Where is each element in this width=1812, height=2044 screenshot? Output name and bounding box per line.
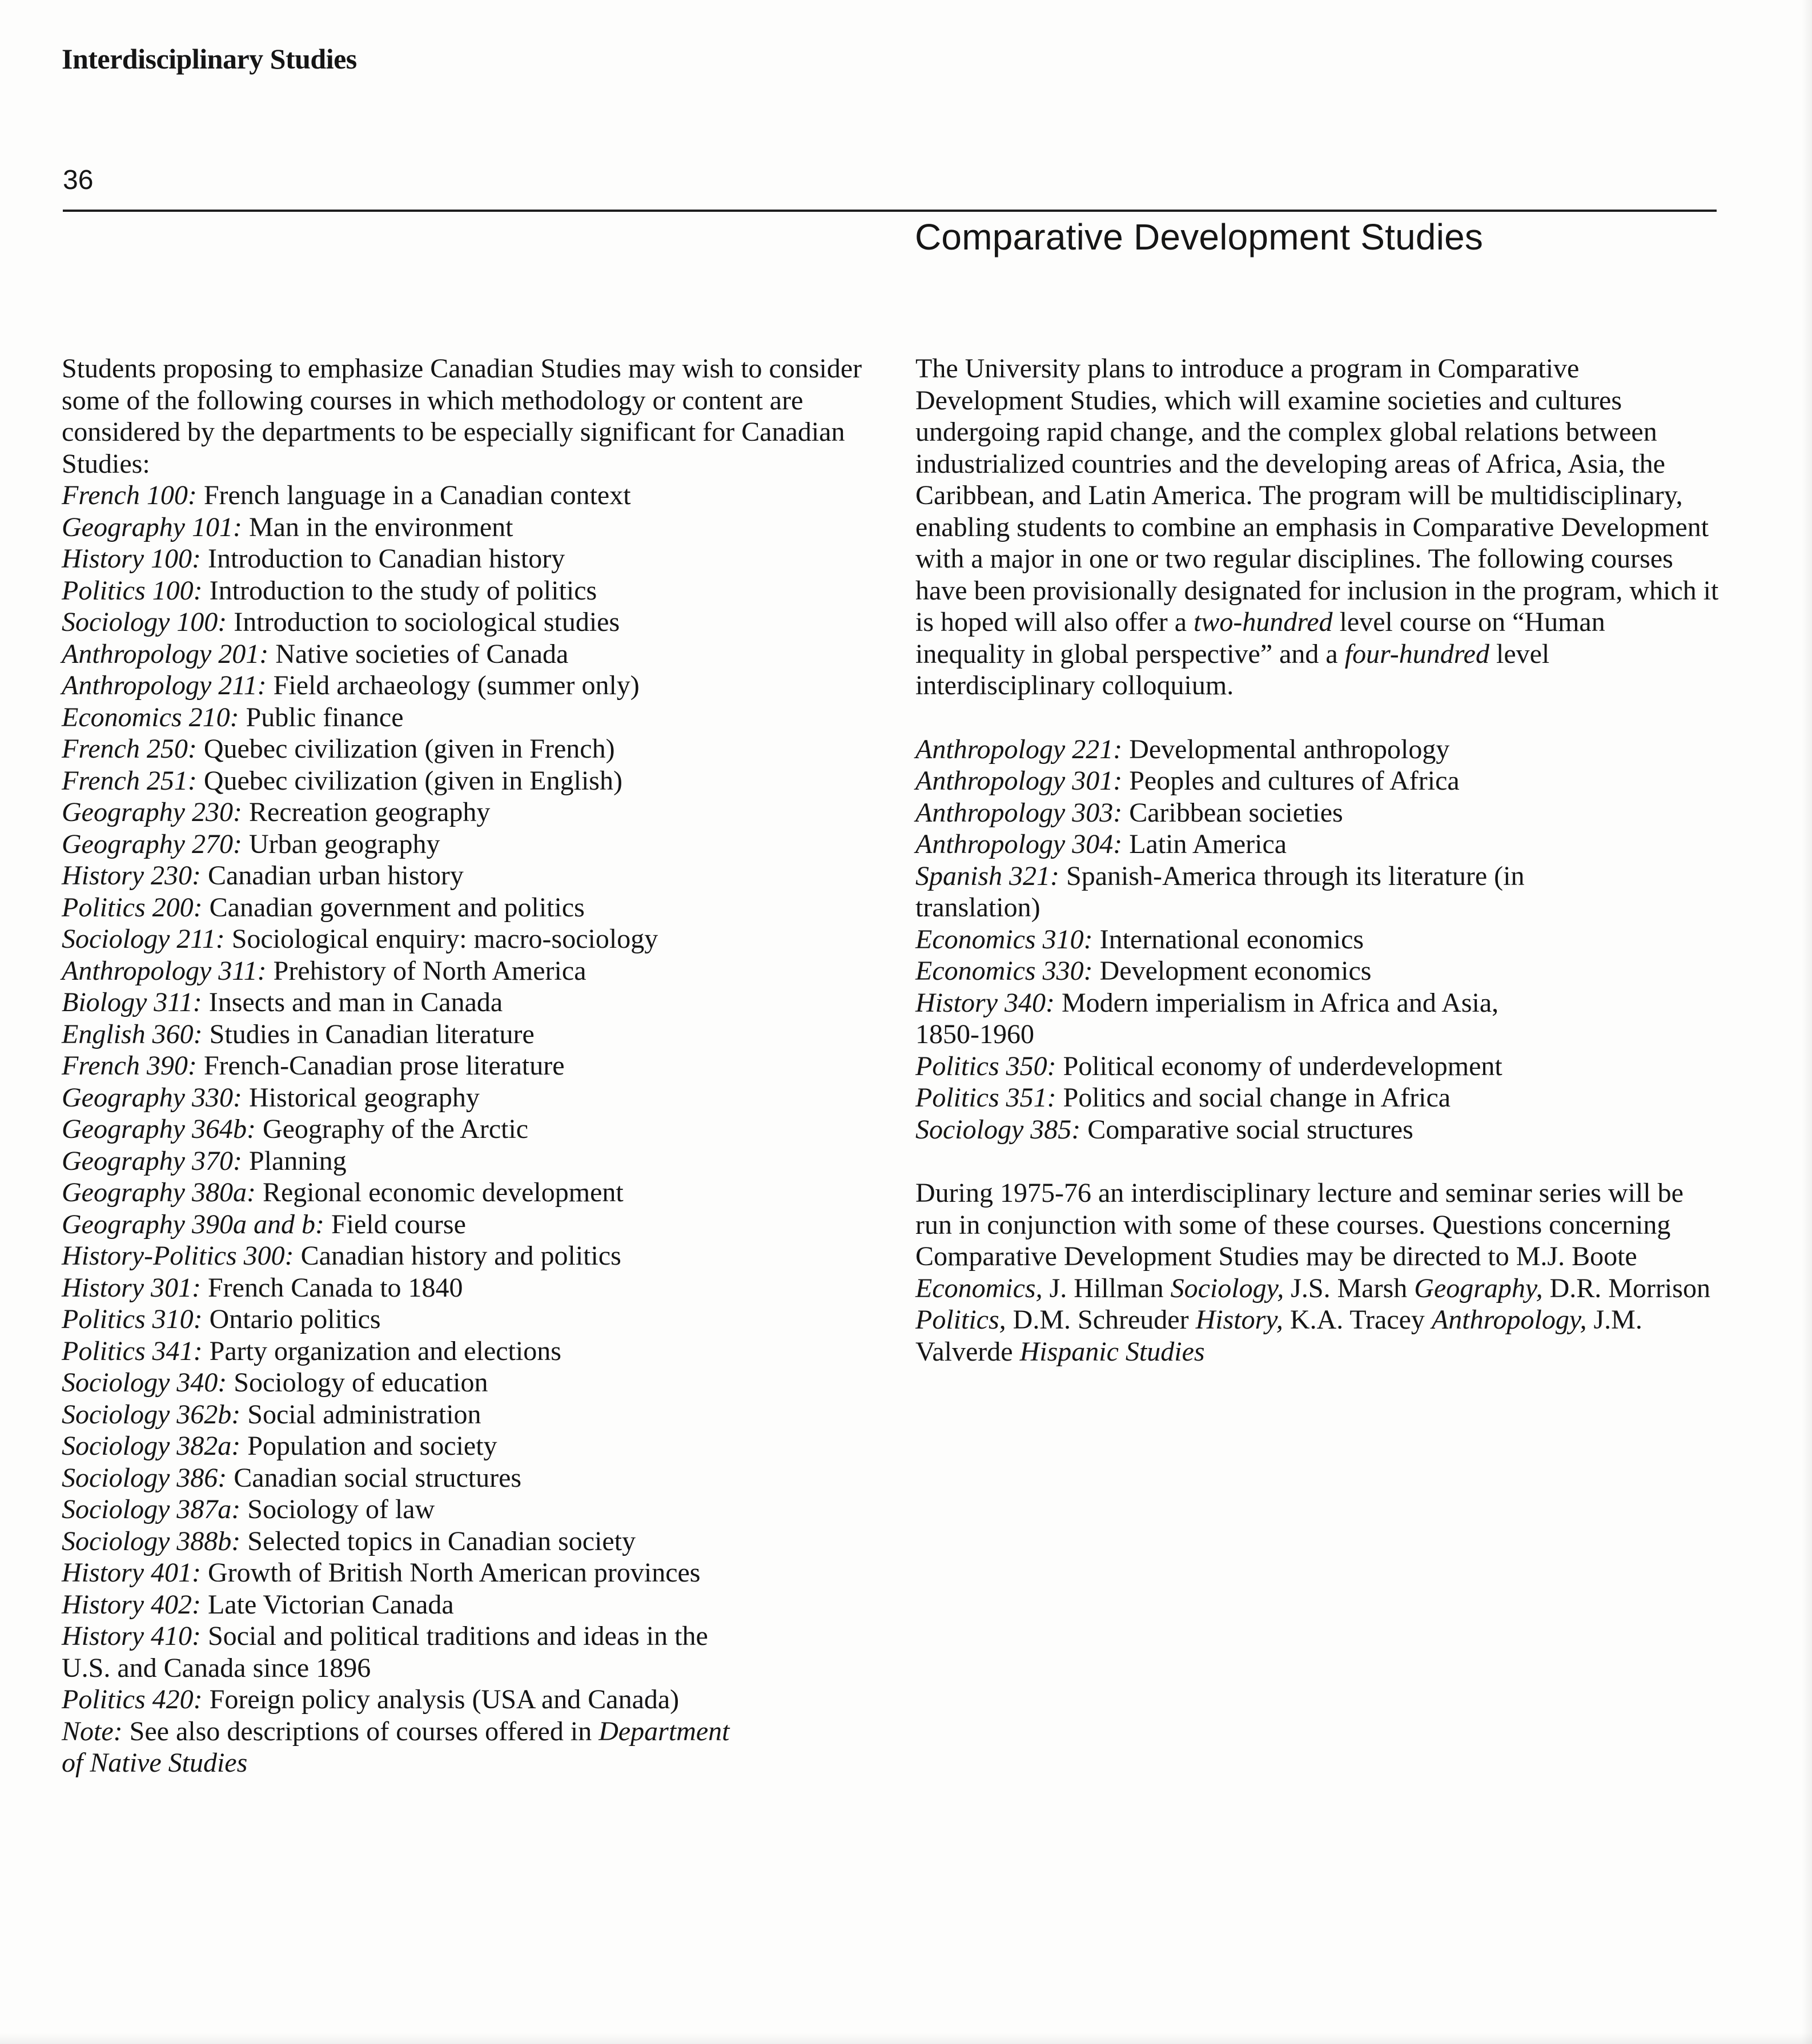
course-code: Geography 364b:	[62, 1114, 256, 1144]
course-entry	[62, 1684, 867, 1716]
course-entry	[62, 1209, 867, 1241]
department-name: Sociology,	[1170, 1273, 1284, 1303]
course-entry	[62, 1303, 867, 1335]
course-code: Sociology 382a:	[62, 1431, 241, 1461]
course-code: History 340:	[915, 987, 1055, 1018]
course-title: Public finance	[239, 702, 404, 733]
course-code: Geography 101:	[62, 512, 242, 542]
closing-text: J. Hillman	[1042, 1273, 1171, 1303]
course-entry	[62, 670, 867, 702]
course-title: Native societies of Canada	[268, 638, 569, 669]
course-title: Growth of British North American provinces	[200, 1558, 701, 1588]
closing-text: K.A. Tracey	[1283, 1305, 1432, 1335]
scan-shadow-right	[1802, 0, 1812, 2044]
course-title: Recreation geography	[242, 797, 491, 827]
course-entry	[62, 733, 867, 765]
course-title: Studies in Canadian literature	[202, 1019, 535, 1049]
note-label: Note:	[62, 1716, 123, 1747]
course-entry	[62, 543, 867, 575]
course-code: Politics 350:	[915, 1051, 1056, 1081]
course-title: translation)	[915, 892, 1040, 923]
header-rule	[63, 210, 1717, 212]
course-code: French 100:	[62, 480, 197, 510]
course-title: Developmental anthropology	[1122, 734, 1450, 765]
course-code: Economics 210:	[62, 702, 239, 733]
course-code: French 250:	[62, 734, 197, 764]
course-entry	[62, 860, 867, 892]
course-title: Canadian social structures	[227, 1462, 522, 1493]
closing-text: J.S. Marsh	[1284, 1273, 1415, 1303]
department-name: Politics,	[915, 1305, 1006, 1335]
course-entry	[62, 512, 867, 544]
course-title: Urban geography	[242, 828, 440, 859]
course-code: Anthropology 311:	[62, 955, 267, 986]
course-title: Latin America	[1122, 829, 1287, 859]
course-entry	[62, 1335, 867, 1367]
course-code: Geography 270:	[62, 828, 242, 859]
program-intro-text: level course on “Human inequality in global perspective” and a	[915, 607, 1605, 669]
course-entry	[62, 1494, 867, 1526]
course-title: Development economics	[1092, 956, 1372, 986]
course-code: Economics 310:	[915, 924, 1093, 955]
course-code: Biology 311:	[62, 987, 202, 1017]
course-title: Late Victorian Canada	[200, 1589, 454, 1620]
course-entry	[62, 1145, 867, 1177]
course-title: Selected topics in Canadian society	[240, 1526, 636, 1556]
course-entry	[62, 987, 867, 1019]
program-intro-emphasis: four-hundred	[1344, 638, 1489, 669]
course-entry	[915, 1114, 1721, 1146]
closing-text: D.R. Morrison	[1542, 1273, 1710, 1303]
course-code: Sociology 340:	[62, 1367, 227, 1398]
course-code: Geography 390a and b:	[62, 1209, 324, 1240]
program-intro	[915, 353, 1721, 702]
course-title: Ontario politics	[202, 1304, 381, 1334]
course-title: Planning	[242, 1145, 347, 1176]
note-paragraph	[62, 1716, 867, 1779]
course-title: Caribbean societies	[1122, 797, 1343, 828]
course-entry	[62, 1050, 867, 1082]
course-code: Politics 100:	[62, 575, 203, 606]
course-title: Social administration	[240, 1399, 481, 1430]
course-code: History 301:	[62, 1272, 201, 1303]
course-title: Introduction to sociological studies	[227, 607, 620, 637]
course-title: Field archaeology (summer only)	[266, 670, 640, 701]
course-entry	[62, 892, 867, 924]
course-code: Politics 341:	[62, 1335, 203, 1366]
course-entry	[62, 1240, 867, 1272]
canadian-studies-course-list	[62, 480, 867, 1716]
scan-shadow-bottom	[0, 2033, 1812, 2044]
course-title: Historical geography	[242, 1082, 480, 1113]
course-title: Spanish-America through its literature (in	[1059, 860, 1525, 891]
course-entry	[62, 765, 867, 797]
course-title: Field course	[324, 1209, 466, 1240]
course-title: Geography of the Arctic	[255, 1114, 529, 1144]
course-title: Comparative social structures	[1080, 1114, 1413, 1145]
course-title: Sociology of education	[227, 1367, 488, 1398]
course-code: Politics 200:	[62, 892, 203, 923]
course-entry	[915, 1051, 1721, 1083]
course-code: French 390:	[62, 1051, 197, 1081]
course-title: Party organization and elections	[202, 1335, 561, 1366]
course-title: Prehistory of North America	[266, 955, 586, 986]
course-entry	[62, 796, 867, 828]
course-code: Anthropology 303:	[915, 797, 1123, 828]
course-entry	[62, 702, 867, 734]
course-code: History 410:	[62, 1621, 201, 1651]
course-code: Anthropology 211:	[62, 670, 267, 701]
course-title: Introduction to the study of politics	[202, 575, 597, 606]
course-title: Quebec civilization (given in English)	[196, 765, 622, 796]
course-title: Regional economic development	[255, 1177, 624, 1208]
department-name: Hispanic Studies	[1019, 1336, 1205, 1367]
course-code: History 230:	[62, 860, 201, 891]
course-entry	[62, 1462, 867, 1494]
course-code: Politics 351:	[915, 1083, 1056, 1113]
course-entry	[62, 1082, 867, 1114]
course-code: History 100:	[62, 544, 201, 574]
course-entry	[62, 480, 867, 512]
course-title: Canadian government and politics	[202, 892, 585, 923]
note-department-ref: Department	[598, 1716, 730, 1747]
course-entry	[915, 987, 1721, 1019]
program-intro-emphasis: two-hundred	[1194, 607, 1333, 637]
course-code: Politics 420:	[62, 1684, 203, 1715]
course-code: Sociology 362b:	[62, 1399, 241, 1430]
course-title: Canadian urban history	[200, 860, 464, 891]
course-code: Sociology 387a:	[62, 1494, 241, 1524]
closing-text: During 1975-76 an interdisciplinary lecture and seminar series will be run in conjunction with some of these courses. Questions concerning Comparative Development Studies may be directed to M.J. Boote	[915, 1178, 1684, 1272]
course-code: Anthropology 304:	[915, 829, 1123, 859]
course-entry	[62, 1589, 867, 1621]
closing-text: J.M. Valverde	[915, 1305, 1642, 1367]
course-entry	[915, 734, 1721, 766]
course-entry	[62, 1367, 867, 1399]
course-code: Sociology 386:	[62, 1462, 227, 1493]
course-title: Sociological enquiry: macro-sociology	[224, 924, 658, 954]
course-entry	[62, 1526, 867, 1558]
course-title: French-Canadian prose literature	[196, 1051, 565, 1081]
course-title: U.S. and Canada since 1896	[62, 1652, 371, 1683]
course-code: Anthropology 221:	[915, 734, 1123, 765]
course-code: Spanish 321:	[915, 860, 1059, 891]
course-title: Quebec civilization (given in French)	[196, 734, 615, 764]
course-code: French 251:	[62, 765, 197, 796]
course-title: Canadian history and politics	[294, 1241, 621, 1271]
course-entry	[915, 797, 1721, 829]
course-code: History 401:	[62, 1558, 201, 1588]
course-code: Politics 310:	[62, 1304, 203, 1334]
course-title: Insects and man in Canada	[202, 987, 503, 1017]
course-code: English 360:	[62, 1019, 203, 1049]
course-entry	[62, 1430, 867, 1462]
course-entry	[62, 1272, 867, 1304]
course-entry	[915, 955, 1721, 987]
department-name: Economics,	[915, 1273, 1043, 1303]
note-text: See also descriptions of courses offered in	[122, 1716, 599, 1747]
course-entry	[62, 1113, 867, 1145]
course-entry	[62, 1177, 867, 1209]
canadian-studies-intro: Students proposing to emphasize Canadian Studies may wish to consider some of the following courses in which methodology or content are considered by the departments to be especially significant for Canadian Studies:	[62, 353, 862, 479]
course-title: Peoples and cultures of Africa	[1122, 766, 1460, 796]
course-code: Geography 230:	[62, 797, 242, 827]
course-code: Anthropology 201:	[62, 638, 269, 669]
course-entry	[915, 828, 1721, 860]
closing-paragraph	[915, 1177, 1721, 1367]
closing-text: D.M. Schreuder	[1006, 1305, 1196, 1335]
section-title: Comparative Development Studies	[915, 216, 1484, 257]
course-code: Geography 370:	[62, 1145, 242, 1176]
course-entry	[62, 1652, 867, 1684]
course-entry	[915, 765, 1721, 797]
right-column	[915, 353, 1721, 1367]
course-code: Sociology 100:	[62, 607, 227, 637]
course-code: Sociology 388b:	[62, 1526, 241, 1556]
course-code: Sociology 211:	[62, 924, 225, 954]
course-entry	[62, 1399, 867, 1431]
running-header: Interdisciplinary Studies	[62, 43, 357, 75]
course-title: French Canada to 1840	[200, 1272, 463, 1303]
course-entry	[915, 924, 1721, 956]
comparative-development-course-list	[915, 734, 1721, 1146]
course-entry	[62, 923, 867, 955]
course-code: Sociology 385:	[915, 1114, 1081, 1145]
course-code: Economics 330:	[915, 956, 1093, 986]
department-name: Anthropology,	[1431, 1305, 1587, 1335]
course-title: Foreign policy analysis (USA and Canada)	[202, 1684, 680, 1715]
program-intro-text: level interdisciplinary colloquium.	[915, 638, 1550, 701]
course-entry	[915, 1082, 1721, 1114]
course-entry	[915, 1019, 1721, 1051]
course-title: Politics and social change in Africa	[1056, 1083, 1451, 1113]
course-title: Population and society	[240, 1431, 497, 1461]
course-entry	[62, 638, 867, 670]
course-title: French language in a Canadian context	[196, 480, 631, 510]
course-title: 1850-1960	[915, 1019, 1034, 1049]
course-entry	[915, 860, 1721, 892]
course-entry	[62, 1019, 867, 1051]
program-intro-text: The University plans to introduce a program in Comparative Development Studies, which will examine societies and cultures undergoing rapid change, and the complex global relations between industrialized countries and the developing areas of Africa, Asia, the Caribbean, and Latin America. The program will be multidisciplinary, enabling students to combine an emphasis in Comparative Development with a major in one or two regular disciplines. The following courses have been provisionally designated for inclusion in the program, which it is hoped will also offer a	[915, 353, 1719, 637]
course-code: Geography 380a:	[62, 1177, 256, 1208]
course-entry	[62, 828, 867, 860]
course-code: Geography 330:	[62, 1082, 242, 1113]
page-number: 36	[63, 165, 94, 195]
course-title: Political economy of underdevelopment	[1056, 1051, 1502, 1081]
course-title: Social and political traditions and ideas in the	[200, 1621, 708, 1651]
course-code: History-Politics 300:	[62, 1241, 294, 1271]
left-column	[62, 353, 867, 1779]
course-entry	[62, 955, 867, 987]
course-title: Modern imperialism in Africa and Asia,	[1054, 987, 1499, 1018]
course-title: Introduction to Canadian history	[200, 544, 565, 574]
course-code: History 402:	[62, 1589, 201, 1620]
course-title: Sociology of law	[240, 1494, 435, 1524]
course-code: Anthropology 301:	[915, 766, 1123, 796]
course-entry	[915, 892, 1721, 924]
course-entry	[62, 1620, 867, 1652]
course-entry	[62, 575, 867, 607]
course-title: Man in the environment	[242, 512, 513, 542]
department-name: Geography,	[1414, 1273, 1543, 1303]
course-title: International economics	[1092, 924, 1364, 955]
course-entry	[62, 606, 867, 638]
course-entry	[62, 1557, 867, 1589]
department-name: History,	[1195, 1305, 1283, 1335]
note-department-ref-cont: of Native Studies	[62, 1748, 248, 1778]
